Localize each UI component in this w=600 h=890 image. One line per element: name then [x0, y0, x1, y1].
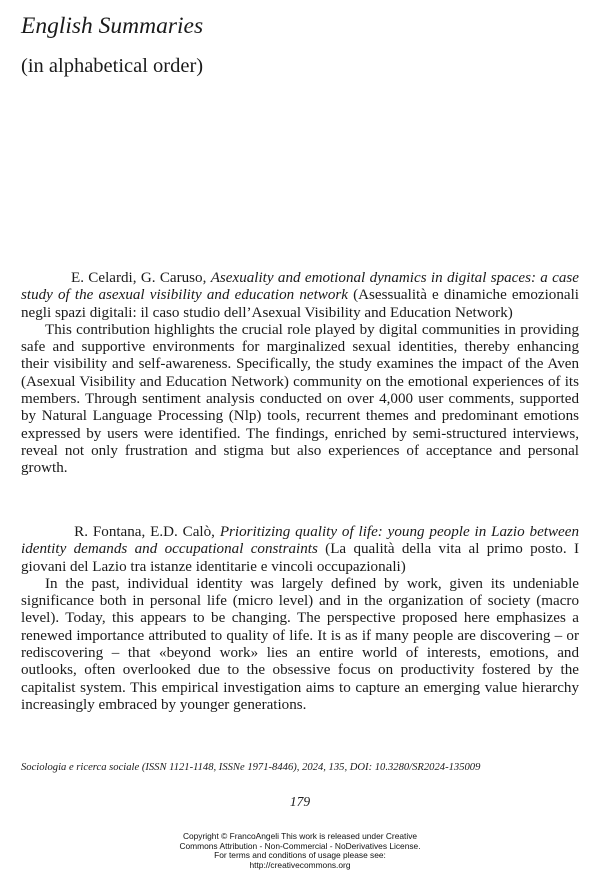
page-title: English Summaries	[21, 13, 204, 39]
copyright-link[interactable]: http://creativecommons.org	[249, 859, 351, 870]
copyright-notice	[0, 832, 600, 870]
summary-authors	[45, 270, 71, 286]
journal-citation: Sociologia e ricerca sociale (ISSN 1121-1148, ISSNe 1971-8446), 2024, 135, DOI: 10.3280/SR2024-135009	[21, 762, 481, 773]
summary-authors-text: E. Celardi, G. Caruso,	[70, 270, 211, 286]
page-number: 179	[289, 794, 311, 809]
summary-fontana-calo	[21, 524, 579, 714]
summary-original-title: (Asessualità e dinamiche emozionali negli spazi digitali: il caso studio dell’Asexual Visibility and Education Network)	[21, 287, 579, 321]
summary-abstract: In the past, individual identity was largely defined by work, given its undeniable significance both in personal life (micro level) and in the organization of society (macro level). Today, this appears to be changing. The perspective proposed here emphasizes a renewed importance attributed to quality of life. It is as if many people are discovering – or rediscovering – that «beyond work» lies an entire world of interests, emotions, and outlooks, often overlooked due to the obsessive focus on productivity fostered by the capitalist system. This empirical investigation aims to capture an emerging value hierarchy increasingly embraced by younger generations.	[21, 575, 579, 713]
summary-title: Prioritizing quality of life: young people in Lazio between identity demands and occupational constraints	[21, 524, 579, 558]
copyright-line: Copyright © FrancoAngeli This work is released under Creative	[182, 831, 418, 841]
summary-title: Asexuality and emotional dynamics in digital spaces: a case study of the asexual visibility and education network	[21, 270, 580, 304]
summary-authors	[45, 524, 74, 540]
copyright-line: For terms and conditions of usage please see:	[214, 850, 386, 861]
summary-original-title: (La qualità della vita al primo posto. I giovani del Lazio tra istanze identitarie e vincoli occupazionali)	[21, 541, 579, 575]
summary-abstract: This contribution highlights the crucial role played by digital communities in providing safe and supportive environments for marginalized sexual identities, thereby enhancing their visibility and self-awareness. Specifically, the study examines the impact of the Aven (Asexual Visibility and Education Network) community on the emotional experiences of its members. Through sentiment analysis conducted on over 4,000 user comments, supported by Natural Language Processing (Nlp) tools, recurrent themes and predominant emotions expressed by users were identified. The findings, enriched by semi-structured interviews, reveal not only frustration and stigma but also experiences of acceptance and personal growth.	[21, 321, 579, 477]
summary-reference	[21, 524, 579, 576]
summary-authors-text: R. Fontana, E.D. Calò,	[74, 524, 220, 540]
summary-reference	[21, 270, 579, 322]
copyright-line: Commons Attribution - Non-Commercial - NoDerivatives License.	[179, 840, 421, 851]
summary-celardi-caruso	[21, 270, 579, 478]
page-subtitle: (in alphabetical order)	[21, 55, 204, 77]
